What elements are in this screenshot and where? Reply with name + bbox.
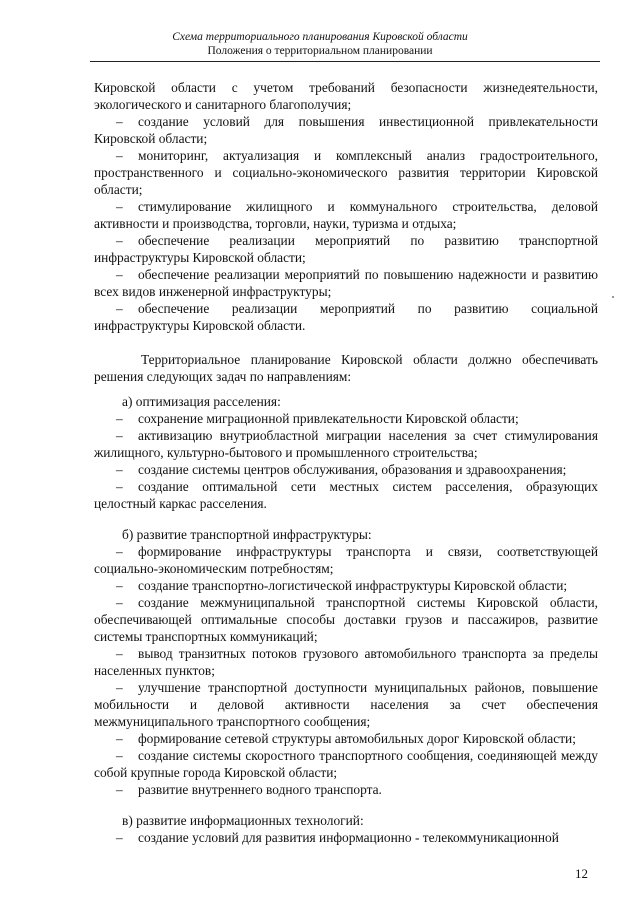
list-item: [94, 747, 598, 781]
dash-bullet: –: [116, 731, 123, 746]
text: активизацию внутриобластной миграции населения за счет стимулирования жилищного, культурно-бытового и промышленного строительства;: [94, 428, 598, 460]
dash-bullet: –: [116, 148, 123, 163]
dash-bullet: –: [116, 301, 123, 316]
scan-mark: [612, 296, 614, 298]
dash-bullet: –: [116, 646, 123, 661]
dash-bullet: –: [116, 462, 123, 477]
dash-bullet: –: [116, 267, 123, 282]
text: создание транспортно-логистической инфраструктуры Кировской области;: [138, 578, 568, 593]
dash-bullet: –: [116, 428, 123, 443]
list-item: [94, 232, 598, 266]
dash-bullet: –: [116, 830, 123, 845]
text: б) развитие транспортной инфраструктуры:: [122, 527, 372, 542]
text: обеспечение реализации мероприятий по повышению надежности и развитию всех видов инженерной инфраструктуры;: [94, 267, 598, 299]
text: создание межмуниципальной транспортной системы Кировской области, обеспечивающей оптимальные способы доставки грузов и пассажиров, развитие системы транспортных коммуникаций;: [94, 595, 598, 644]
header-divider: [90, 61, 600, 62]
section-heading: [94, 812, 598, 829]
list-item: [94, 461, 598, 478]
list-item: [94, 679, 598, 730]
list-item: [94, 113, 598, 147]
text: улучшение транспортной доступности муниципальных районов, повышение мобильности и деловой активности населения за счет обеспечения межмуниципального транспортного сообщения;: [94, 680, 598, 729]
text: формирование инфраструктуры транспорта и связи, соответствующей социально-экономическим потребностям;: [94, 544, 598, 576]
dash-bullet: –: [116, 578, 123, 593]
dash-bullet: –: [116, 595, 123, 610]
page-number: 12: [575, 866, 588, 881]
header-title: Схема территориального планирования Кировской области: [172, 31, 468, 43]
text: сохранение миграционной привлекательности Кировской области;: [138, 411, 519, 426]
text: мониторинг, актуализация и комплексный анализ градостроительного, пространственного и социально-экономического развития территории Кировской области;: [94, 148, 598, 197]
text: Территориальное планирование Кировской области должно обеспечивать решения следующих задач по направлениям:: [94, 352, 598, 384]
paragraph: [94, 351, 598, 385]
text: Кировской области с учетом требований безопасности жизнедеятельности, экологического и санитарного благополучия;: [94, 80, 598, 112]
text: создание оптимальной сети местных систем расселения, образующих целостный каркас расселения.: [94, 479, 598, 511]
list-item: [94, 577, 598, 594]
text: создание условий для развития информационно - телекоммуникационной: [138, 830, 559, 845]
text: а) оптимизация расселения:: [122, 394, 281, 409]
text: формирование сетевой структуры автомобильных дорог Кировской области;: [138, 731, 576, 746]
list-item: [94, 781, 598, 798]
dash-bullet: –: [116, 199, 123, 214]
list-item: [94, 829, 598, 846]
text: создание условий для повышения инвестиционной привлекательности Кировской области;: [94, 114, 598, 146]
list-item: [94, 410, 598, 427]
dash-bullet: –: [116, 479, 123, 494]
list-item: [94, 730, 598, 747]
dash-bullet: –: [116, 114, 123, 129]
dash-bullet: –: [116, 544, 123, 559]
list-item: [94, 198, 598, 232]
dash-bullet: –: [116, 233, 123, 248]
text: стимулирование жилищного и коммунального строительства, деловой активности и производства, торговли, науки, туризма и отдыха;: [94, 199, 598, 231]
text: в) развитие информационных технологий:: [122, 813, 364, 828]
list-item: [94, 427, 598, 461]
dash-bullet: –: [116, 680, 123, 695]
paragraph-continuation: [94, 79, 598, 113]
section-heading: [94, 393, 598, 410]
list-item: [94, 594, 598, 645]
text: обеспечение реализации мероприятий по развитию транспортной инфраструктуры Кировской области;: [94, 233, 598, 265]
dash-bullet: –: [116, 411, 123, 426]
header-subtitle: Положения о территориальном планировании: [207, 45, 433, 57]
text: создание системы центров обслуживания, образования и здравоохранения;: [138, 462, 567, 477]
list-item: [94, 266, 598, 300]
text: развитие внутреннего водного транспорта.: [138, 782, 382, 797]
dash-bullet: –: [116, 748, 123, 763]
section-heading: [94, 526, 598, 543]
text: создание системы скоростного транспортного сообщения, соединяющей между собой крупные города Кировской области;: [94, 748, 598, 780]
document-body: [94, 79, 598, 846]
dash-bullet: –: [116, 782, 123, 797]
list-item: [94, 543, 598, 577]
list-item: [94, 147, 598, 198]
text: вывод транзитных потоков грузового автомобильного транспорта за пределы населенных пунктов;: [94, 646, 598, 678]
list-item: [94, 478, 598, 512]
text: обеспечение реализации мероприятий по развитию социальной инфраструктуры Кировской области.: [94, 301, 598, 333]
list-item: [94, 645, 598, 679]
running-header: [0, 30, 640, 58]
list-item: [94, 300, 598, 334]
